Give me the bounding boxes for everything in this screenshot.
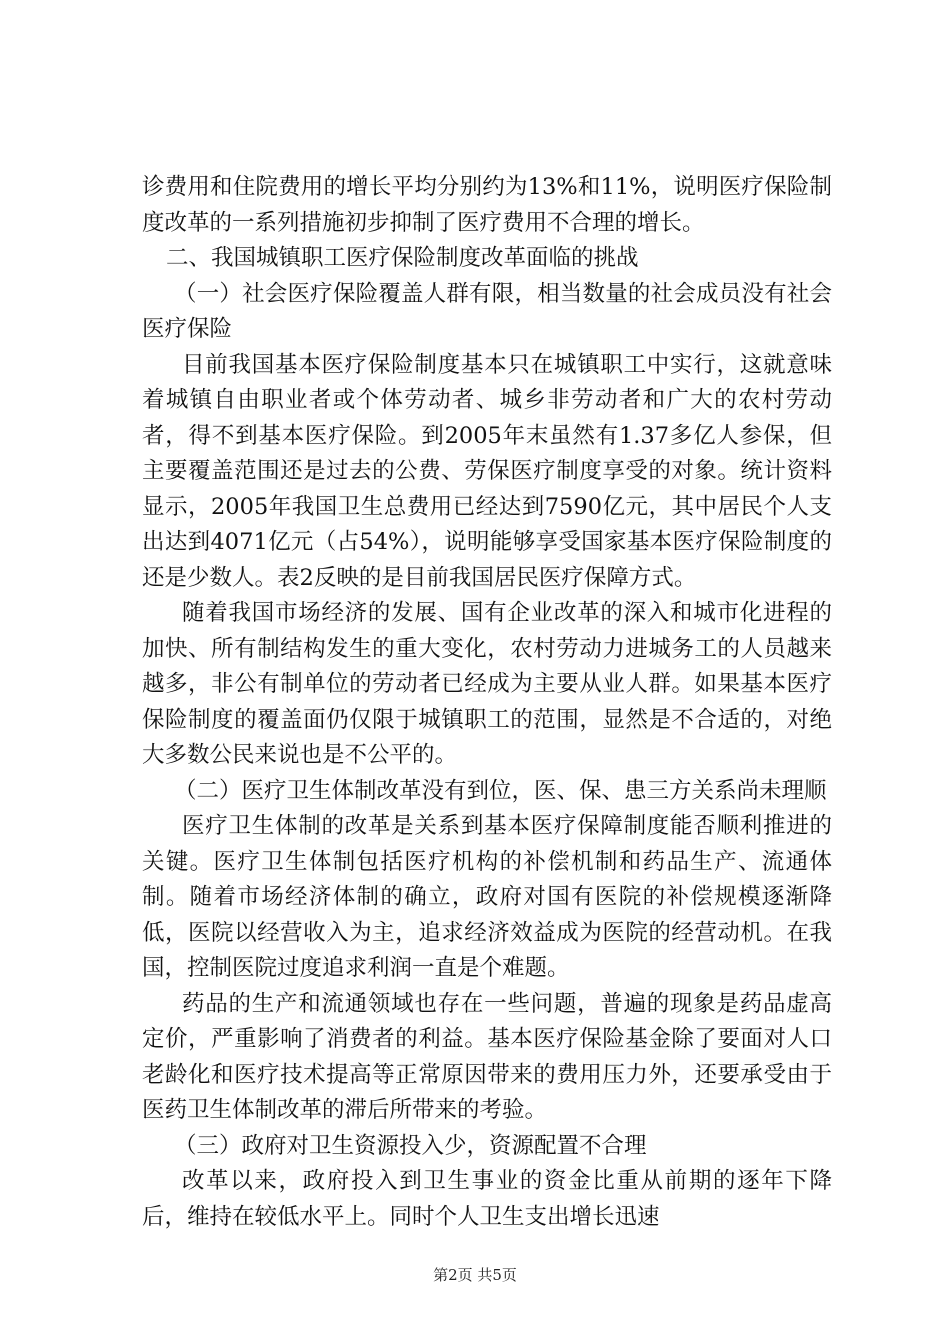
section-heading: 二、我国城镇职工医疗保险制度改革面临的挑战	[166, 245, 639, 271]
paragraph: 随着我国市场经济的发展、国有企业改革的深入和城市化进程的加快、所有制结构发生的重大变化，农村劳动力进城务工的人员越来越多，非公有制单位的劳动者已经成为主要从业人群。如果基本医疗保险制度的覆盖面仍仅限于城镇职工的范围，显然是不合适的，对绝大多数公民来说也是不公平的。	[142, 600, 832, 768]
document-body	[142, 170, 832, 1235]
paragraph: 药品的生产和流通领域也存在一些问题，普遍的现象是药品虚高定价，严重影响了消费者的利益。基本医疗保险基金除了要面对人口老龄化和医疗技术提高等正常原因带来的费用压力外，还要承受由于医药卫生体制改革的滞后所带来的考验。	[142, 990, 832, 1123]
paragraph-continuation: 诊费用和住院费用的增长平均分别约为13%和11%，说明医疗保险制度改革的一系列措施初步抑制了医疗费用不合理的增长。	[142, 174, 832, 236]
paragraph: 改革以来，政府投入到卫生事业的资金比重从前期的逐年下降后，维持在较低水平上。同时个人卫生支出增长迅速	[142, 1168, 832, 1230]
paragraph: 医疗卫生体制的改革是关系到基本医疗保障制度能否顺利推进的关键。医疗卫生体制包括医疗机构的补偿机制和药品生产、流通体制。随着市场经济体制的确立，政府对国有医院的补偿规模逐渐降低，医院以经营收入为主，追求经济效益成为医院的经营动机。在我国，控制医院过度追求利润一直是个难题。	[142, 813, 832, 981]
subsection-heading-1: （一）社会医疗保险覆盖人群有限，相当数量的社会成员没有社会医疗保险	[142, 280, 832, 342]
page-footer: 第2页 共5页	[433, 1266, 517, 1284]
subsection-heading-3: （三）政府对卫生资源投入少，资源配置不合理	[174, 1132, 647, 1159]
subsection-heading-2: （二）医疗卫生体制改革没有到位，医、保、患三方关系尚未理顺	[174, 777, 827, 804]
paragraph: 目前我国基本医疗保险制度基本只在城镇职工中实行，这就意味着城镇自由职业者或个体劳动者、城乡非劳动者和广大的农村劳动者，得不到基本医疗保险。到2005年末虽然有1.37多亿人参保，但主要覆盖范围还是过去的公费、劳保医疗制度享受的对象。统计资料显示，2005年我国卫生总费用已经达到7590亿元，其中居民个人支出达到4071亿元（占54%），说明能够享受国家基本医疗保险制度的还是少数人。表2反映的是目前我国居民医疗保障方式。	[142, 351, 832, 591]
